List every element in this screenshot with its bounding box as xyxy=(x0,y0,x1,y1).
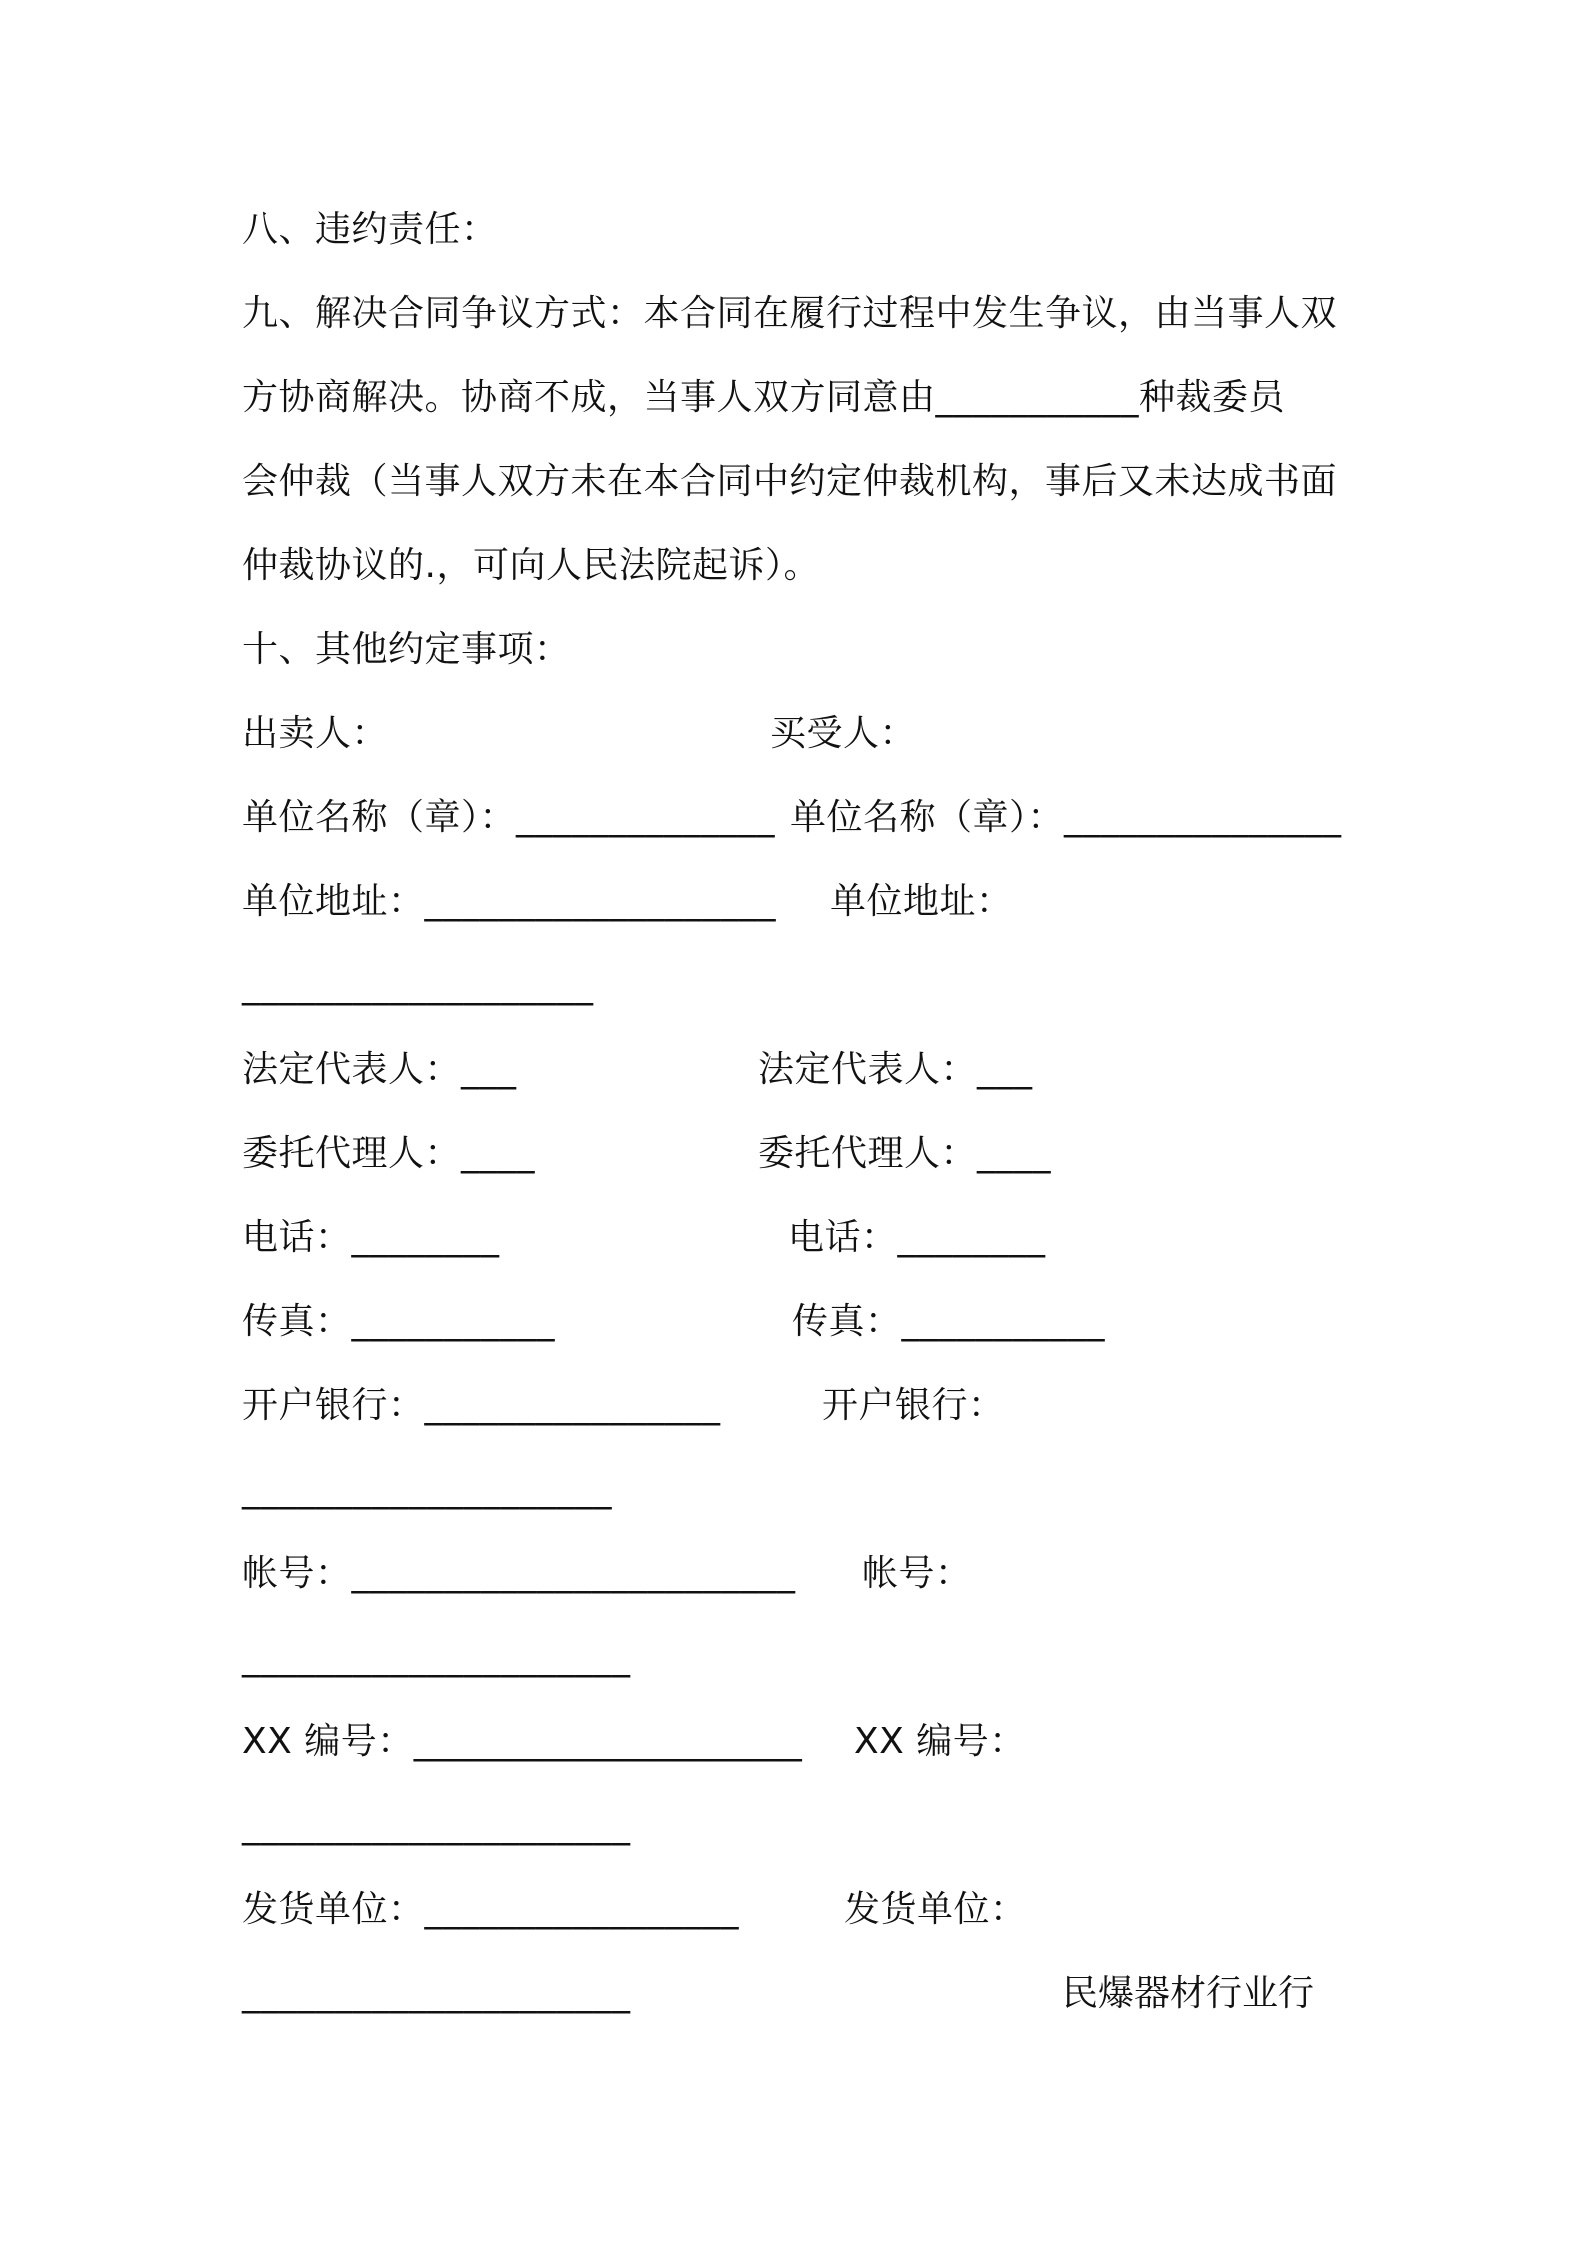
seller-account-field: 帐号：________________________ xyxy=(242,1553,796,1594)
buyer-unit-address-label: 单位地址： xyxy=(830,881,1013,922)
buyer-shipping-unit-blank: _____________________ xyxy=(242,1973,631,2014)
clause-10-heading: 十、其他约定事项： xyxy=(242,629,571,670)
buyer-shipping-unit-label: 发货单位： xyxy=(844,1889,1027,1930)
clause-9-line-1: 九、解决合同争议方式：本合同在履行过程中发生争议，由当事人双 xyxy=(242,293,1338,334)
buyer-legal-rep-field: 法定代表人：___ xyxy=(758,1049,1033,1090)
buyer-agent-field: 委托代理人：____ xyxy=(758,1133,1052,1174)
buyer-bank-blank: ____________________ xyxy=(242,1469,612,1510)
seller-shipping-unit-field: 发货单位：_________________ xyxy=(242,1889,740,1930)
seller-xx-number-field: XX 编号：_____________________ xyxy=(242,1721,803,1762)
buyer-account-blank: _____________________ xyxy=(242,1637,631,1678)
buyer-phone-field: 电话：________ xyxy=(788,1217,1046,1258)
buyer-bank-label: 开户银行： xyxy=(822,1385,1005,1426)
seller-bank-field: 开户银行：________________ xyxy=(242,1385,721,1426)
seller-unit-address-field: 单位地址：___________________ xyxy=(242,881,777,922)
seller-legal-rep-field: 法定代表人：___ xyxy=(242,1049,517,1090)
clause-9-line-3: 会仲裁（当事人双方未在本合同中约定仲裁机构，事后又未达成书面 xyxy=(242,461,1338,502)
clause-9-line-2: 方协商解决。协商不成，当事人双方同意由___________种裁委员 xyxy=(242,377,1286,418)
buyer-xx-number-blank: _____________________ xyxy=(242,1805,631,1846)
footer-industry-text: 民爆器材行业行 xyxy=(1062,1973,1315,2014)
seller-unit-name-field: 单位名称（章）：______________ xyxy=(242,797,776,838)
seller-label: 出卖人： xyxy=(242,713,389,754)
buyer-unit-address-blank: ___________________ xyxy=(242,965,594,1006)
clause-8-heading: 八、违约责任： xyxy=(242,209,498,250)
buyer-xx-number-label: XX 编号： xyxy=(854,1721,1026,1762)
buyer-label: 买受人： xyxy=(770,713,917,754)
seller-phone-field: 电话：________ xyxy=(242,1217,500,1258)
clause-9-line-4: 仲裁协议的.，可向人民法院起诉）。 xyxy=(242,545,820,586)
seller-fax-field: 传真：___________ xyxy=(242,1301,556,1342)
buyer-unit-name-field: 单位名称（章）：_______________ xyxy=(790,797,1342,838)
seller-agent-field: 委托代理人：____ xyxy=(242,1133,536,1174)
buyer-account-label: 帐号： xyxy=(862,1553,972,1594)
buyer-fax-field: 传真：___________ xyxy=(792,1301,1106,1342)
